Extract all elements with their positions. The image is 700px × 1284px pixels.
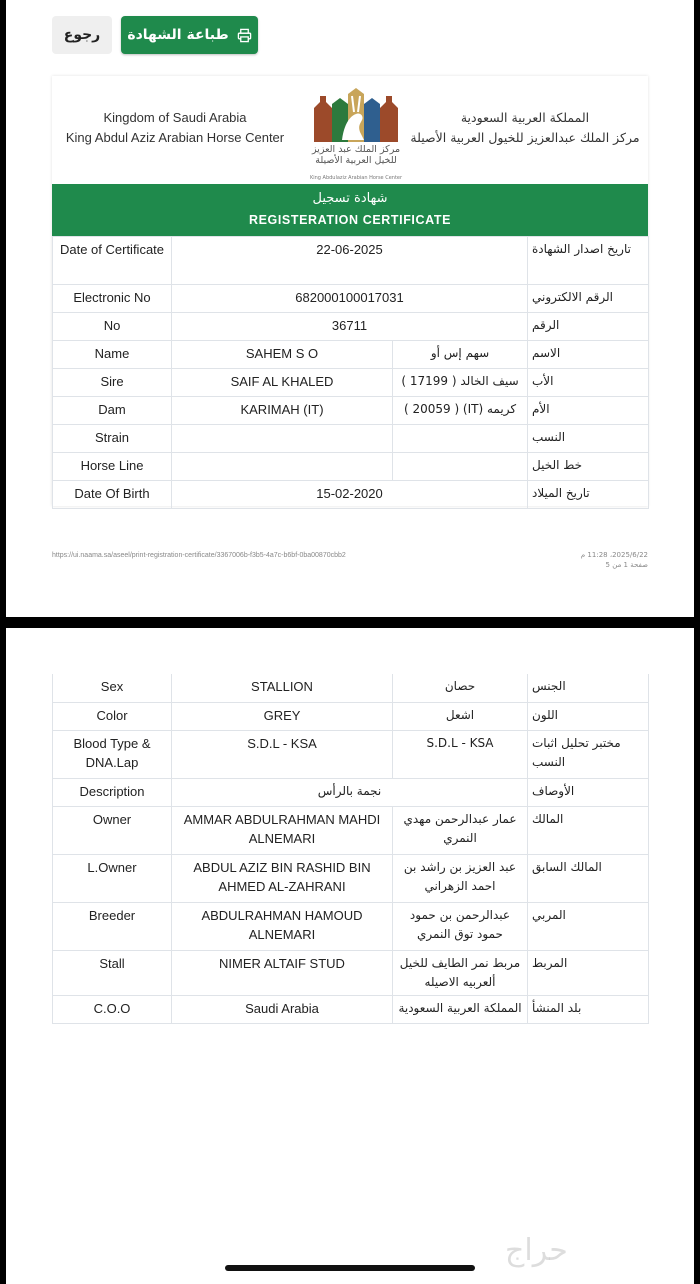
table-row [53, 902, 649, 950]
field-label-en: Horse Line [53, 453, 172, 481]
field-label-en: L.Owner [53, 854, 172, 902]
field-label-en: Name [53, 341, 172, 369]
logo-ar-line2: للخيل العربية الأصيلة [315, 155, 397, 166]
table-row [53, 778, 649, 806]
field-value-en: KARIMAH (IT) [172, 397, 393, 425]
back-button[interactable]: رجوع [52, 16, 112, 54]
field-label-en: Dam [53, 397, 172, 425]
center-logo [304, 84, 408, 180]
field-label-ar: مختبر تحليل اثبات النسب [528, 730, 649, 778]
logo-arabic-text [304, 144, 408, 166]
printer-icon [237, 28, 252, 43]
field-value-ar [393, 453, 528, 481]
table-row [53, 341, 649, 369]
table-row [53, 425, 649, 453]
table-row [53, 806, 649, 854]
certificate-title-en: REGISTERATION CERTIFICATE [248, 213, 452, 227]
field-value-ar: سهم إس أو [393, 341, 528, 369]
print-footer-url: https://ui.naama.sa/aseel/print-registration-certificate/3367006b-f3b5-4a7c-b6bf-0ba00870cbb2 [52, 552, 346, 559]
table-row [53, 730, 649, 778]
table-row [53, 950, 649, 995]
field-label-en: Sire [53, 369, 172, 397]
field-value-ar: حصان [393, 674, 528, 702]
field-value-en: NIMER ALTAIF STUD [172, 950, 393, 995]
field-value-ar: عبد العزيز بن راشد بن احمد الزهراني [393, 854, 528, 902]
field-label-ar: المالك [528, 806, 649, 854]
field-value-en: SAHEM S O [172, 341, 393, 369]
field-value-ar: كريمه (IT) ( 20059 ) [393, 397, 528, 425]
field-label-ar: النسب [528, 425, 649, 453]
print-footer-datetime: 2025/6/22، 11:28 م [580, 551, 648, 559]
table-row [53, 995, 649, 1023]
print-certificate-button[interactable] [121, 16, 258, 54]
field-value-en: GREY [172, 702, 393, 730]
table-row [53, 313, 649, 341]
field-label-en: Date of Certificate [53, 237, 172, 285]
table-row [53, 854, 649, 902]
field-value-en: SAIF AL KHALED [172, 369, 393, 397]
field-label-ar: المالك السابق [528, 854, 649, 902]
print-button-label: طباعة الشهادة [127, 27, 229, 43]
field-value-ar: اشعل [393, 702, 528, 730]
certificate-title-ar: شهادة تسجيل [312, 191, 388, 206]
field-label-ar: خط الخيل [528, 453, 649, 481]
table-row [53, 369, 649, 397]
table-row [53, 453, 649, 481]
field-label-ar: الرقم [528, 313, 649, 341]
home-indicator[interactable] [225, 1265, 475, 1271]
field-value: 682000100017031 [172, 285, 528, 313]
print-footer-date [581, 550, 648, 570]
field-label-ar: المربي [528, 902, 649, 950]
field-label-en: Description [53, 778, 172, 806]
field-label-ar: الرقم الالكتروني [528, 285, 649, 313]
table-row [53, 285, 649, 313]
certificate-table-part-2 [52, 674, 649, 1024]
field-label-ar: تاريخ اصدار الشهادة [528, 237, 649, 285]
field-label-ar: المربط [528, 950, 649, 995]
field-value: نجمة بالرأس [172, 778, 528, 806]
logo-english-text: King Abdulaziz Arabian Horse Center [309, 175, 403, 181]
field-label-ar: بلد المنشأ [528, 995, 649, 1023]
watermark-logo: حراج [505, 1233, 568, 1268]
field-value: 36711 [172, 313, 528, 341]
field-label-en: Blood Type & DNA.Lap [53, 730, 172, 778]
field-label-en: Date Of Birth [53, 481, 172, 509]
field-value-en: S.D.L - KSA [172, 730, 393, 778]
field-value-ar: سيف الخالد ( 17199 ) [393, 369, 528, 397]
field-label-en: Color [53, 702, 172, 730]
header-en-country: Kingdom of Saudi Arabia [103, 110, 247, 125]
field-label-ar: اللون [528, 702, 649, 730]
field-value-ar: المملكة العربية السعودية [393, 995, 528, 1023]
field-label-en: Strain [53, 425, 172, 453]
field-label-ar: الأوصاف [528, 778, 649, 806]
print-page-1 [6, 0, 694, 617]
field-label-en: Stall [53, 950, 172, 995]
header-ar-center: مركز الملك عبدالعزيز للخيول العربية الأصيلة [410, 130, 640, 145]
table-row [53, 237, 649, 285]
field-value-ar: مربط نمر الطايف للخيل ألعربيه الاصيله [393, 950, 528, 995]
print-page-2 [6, 628, 694, 1284]
table-row [53, 397, 649, 425]
field-value-en: AMMAR ABDULRAHMAN MAHDI ALNEMARI [172, 806, 393, 854]
logo-emblem-icon [304, 84, 408, 144]
table-row [53, 481, 649, 509]
field-label-en: Sex [53, 674, 172, 702]
print-footer-page: صفحة 1 من 5 [605, 561, 648, 569]
field-label-ar: الجنس [528, 674, 649, 702]
certificate-table-part-1 [52, 236, 649, 509]
table-row [53, 674, 649, 702]
field-value-en [172, 453, 393, 481]
logo-ar-line1: مركز الملك عبد العزيز [311, 144, 401, 155]
header-ar-country: المملكة العربية السعودية [460, 110, 590, 125]
header-arabic [410, 108, 640, 148]
field-value-en: STALLION [172, 674, 393, 702]
field-label-ar: الأب [528, 369, 649, 397]
field-value-en: ABDULRAHMAN HAMOUD ALNEMARI [172, 902, 393, 950]
field-value: 22-06-2025 [172, 237, 528, 285]
header-en-center: King Abdul Aziz Arabian Horse Center [65, 130, 285, 145]
field-value-en: ABDUL AZIZ BIN RASHID BIN AHMED AL-ZAHRANI [172, 854, 393, 902]
field-label-en: C.O.O [53, 995, 172, 1023]
header-english [60, 108, 290, 148]
field-label-en: Electronic No [53, 285, 172, 313]
field-value-ar [393, 425, 528, 453]
certificate-page-1 [52, 76, 648, 506]
field-label-en: Breeder [53, 902, 172, 950]
field-label-ar: الاسم [528, 341, 649, 369]
field-value-ar: عبدالرحمن بن حمود حمود توق النمري [393, 902, 528, 950]
field-label-en: No [53, 313, 172, 341]
field-value: 15-02-2020 [172, 481, 528, 509]
field-label-ar: الأم [528, 397, 649, 425]
field-label-en: Owner [53, 806, 172, 854]
table-row [53, 702, 649, 730]
field-label-ar: تاريخ الميلاد [528, 481, 649, 509]
field-value-en [172, 425, 393, 453]
certificate-title-banner [52, 184, 648, 236]
field-value-ar: عمار عبدالرحمن مهدي النمري [393, 806, 528, 854]
field-value-en: Saudi Arabia [172, 995, 393, 1023]
field-value-ar: S.D.L - KSA [393, 730, 528, 778]
